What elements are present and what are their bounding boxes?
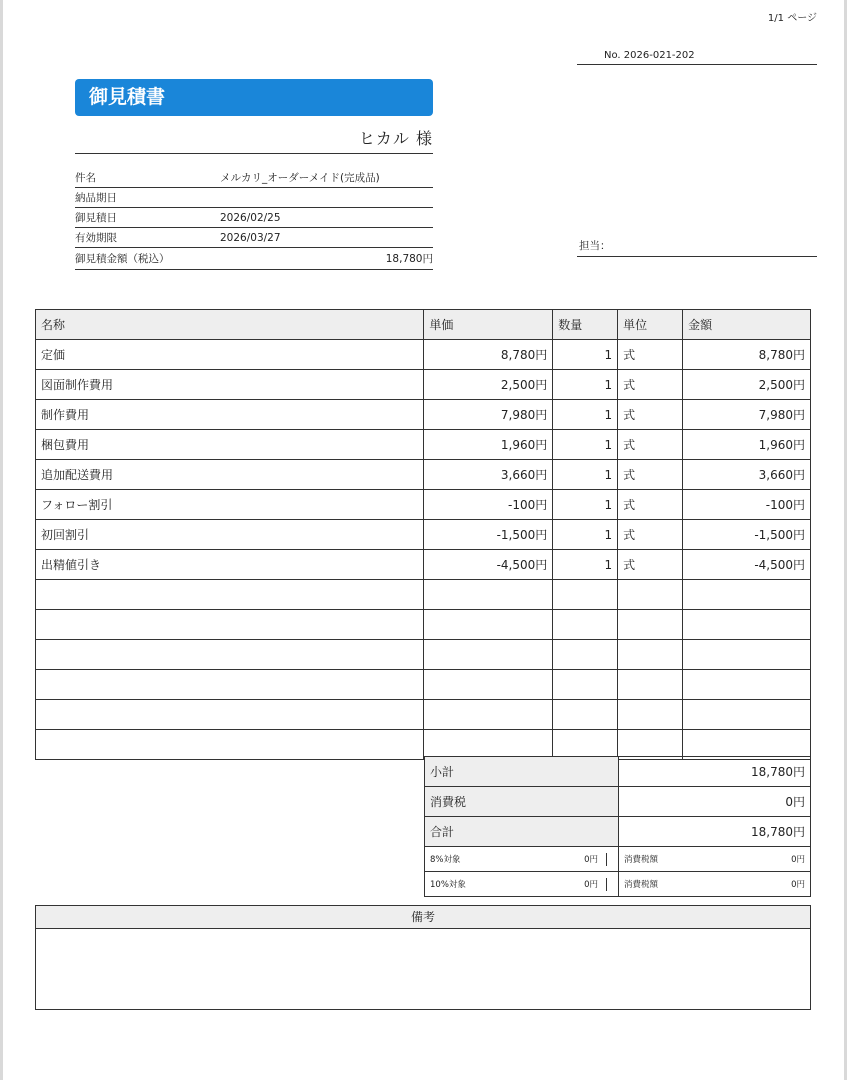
empty-cell: [553, 730, 618, 760]
empty-cell: [553, 640, 618, 670]
tax-8-tax-label: 消費税額: [624, 855, 659, 865]
empty-row: [36, 610, 811, 640]
empty-cell: [683, 730, 811, 760]
tax-10-base-cell: [425, 872, 619, 897]
item-qty: 1: [553, 370, 618, 400]
table-row: [36, 430, 811, 460]
item-amount: 2,500円: [683, 370, 811, 400]
tax-8-row: [425, 847, 811, 872]
empty-cell: [553, 610, 618, 640]
empty-cell: [618, 610, 683, 640]
empty-cell: [424, 730, 553, 760]
empty-cell: [36, 580, 424, 610]
empty-cell: [618, 640, 683, 670]
tax-10-tax-cell: [619, 872, 811, 897]
item-price: 2,500円: [424, 370, 553, 400]
item-unit: 式: [618, 550, 683, 580]
item-qty: 1: [553, 490, 618, 520]
item-name: 図面制作費用: [36, 370, 424, 400]
tax-10-label: 10%対象: [430, 880, 466, 890]
document-title: 御見積書: [75, 79, 433, 116]
subtotal-value: 18,780円: [619, 757, 811, 787]
item-price: 7,980円: [424, 400, 553, 430]
tax-8-label: 8%対象: [430, 855, 461, 865]
table-row: [36, 340, 811, 370]
empty-cell: [618, 730, 683, 760]
item-amount: 7,980円: [683, 400, 811, 430]
item-name: フォロー割引: [36, 490, 424, 520]
header-amount: 金額: [683, 310, 811, 340]
info-value: 2026/02/25: [220, 211, 281, 224]
tax-8-base: 0円: [584, 854, 598, 865]
empty-cell: [424, 670, 553, 700]
empty-cell: [618, 670, 683, 700]
tax-10-base: 0円: [584, 879, 598, 890]
info-label: 御見積日: [75, 212, 117, 224]
empty-cell: [36, 670, 424, 700]
tax-10-tax: 0円: [791, 880, 805, 890]
summary-table: [424, 756, 811, 897]
items-table: [35, 309, 811, 760]
item-price: 8,780円: [424, 340, 553, 370]
header-unit: 単位: [618, 310, 683, 340]
header-name: 名称: [36, 310, 424, 340]
empty-cell: [36, 730, 424, 760]
item-qty: 1: [553, 430, 618, 460]
empty-cell: [553, 670, 618, 700]
item-amount: -100円: [683, 490, 811, 520]
item-price: 1,960円: [424, 430, 553, 460]
empty-cell: [424, 640, 553, 670]
separator: [606, 878, 607, 891]
empty-cell: [683, 700, 811, 730]
info-row-quote-date: [75, 208, 433, 228]
grand-total-label: 合計: [425, 817, 619, 847]
info-label: 件名: [75, 172, 96, 184]
empty-row: [36, 700, 811, 730]
info-row-valid-until: [75, 228, 433, 248]
item-price: -1,500円: [424, 520, 553, 550]
customer-name: ヒカル 様: [75, 126, 433, 154]
empty-cell: [424, 580, 553, 610]
grand-total-value: 18,780円: [619, 817, 811, 847]
separator: [606, 853, 607, 866]
empty-cell: [683, 610, 811, 640]
item-price: 3,660円: [424, 460, 553, 490]
empty-cell: [618, 580, 683, 610]
info-value: 2026/03/27: [220, 231, 281, 244]
empty-cell: [553, 580, 618, 610]
tax-label: 消費税: [425, 787, 619, 817]
item-name: 梱包費用: [36, 430, 424, 460]
table-header-row: [36, 310, 811, 340]
item-amount: 8,780円: [683, 340, 811, 370]
empty-cell: [424, 610, 553, 640]
info-value: メルカリ_オーダーメイド(完成品): [220, 172, 380, 184]
info-row-total: [75, 248, 433, 270]
table-row: [36, 550, 811, 580]
info-label: 有効期限: [75, 232, 117, 244]
quote-info: [75, 168, 433, 270]
item-name: 追加配送費用: [36, 460, 424, 490]
info-row-delivery-date: [75, 188, 433, 208]
item-qty: 1: [553, 550, 618, 580]
item-price: -100円: [424, 490, 553, 520]
tax-10-tax-label: 消費税額: [624, 880, 659, 890]
info-row-subject: [75, 168, 433, 188]
empty-cell: [618, 700, 683, 730]
empty-cell: [683, 580, 811, 610]
empty-row: [36, 640, 811, 670]
empty-row: [36, 580, 811, 610]
item-name: 定価: [36, 340, 424, 370]
tax-8-tax-cell: [619, 847, 811, 872]
item-unit: 式: [618, 490, 683, 520]
empty-cell: [683, 670, 811, 700]
page-edge-left: [0, 0, 3, 1080]
item-name: 出精値引き: [36, 550, 424, 580]
total-label: 御見積金額（税込）: [75, 253, 170, 265]
item-unit: 式: [618, 460, 683, 490]
tax-10-row: [425, 872, 811, 897]
item-amount: -4,500円: [683, 550, 811, 580]
item-qty: 1: [553, 520, 618, 550]
table-row: [36, 460, 811, 490]
item-qty: 1: [553, 460, 618, 490]
item-unit: 式: [618, 340, 683, 370]
item-price: -4,500円: [424, 550, 553, 580]
empty-cell: [36, 640, 424, 670]
item-unit: 式: [618, 400, 683, 430]
table-row: [36, 400, 811, 430]
item-amount: -1,500円: [683, 520, 811, 550]
item-unit: 式: [618, 430, 683, 460]
item-qty: 1: [553, 340, 618, 370]
empty-cell: [553, 700, 618, 730]
remarks-label: 備考: [36, 906, 810, 929]
item-unit: 式: [618, 370, 683, 400]
item-name: 初回割引: [36, 520, 424, 550]
page-count: 1/1 ページ: [767, 13, 817, 24]
document-number: No. 2026-021-202: [577, 50, 817, 65]
item-name: 制作費用: [36, 400, 424, 430]
item-unit: 式: [618, 520, 683, 550]
remarks-box: [35, 905, 811, 1010]
info-label: 納品期日: [75, 192, 117, 204]
person-in-charge: 担当：: [577, 238, 817, 257]
table-row: [36, 490, 811, 520]
item-qty: 1: [553, 400, 618, 430]
item-amount: 3,660円: [683, 460, 811, 490]
empty-cell: [36, 700, 424, 730]
header-unit-price: 単価: [424, 310, 553, 340]
subtotal-row: [425, 757, 811, 787]
table-row: [36, 520, 811, 550]
grand-total-row: [425, 817, 811, 847]
empty-row: [36, 670, 811, 700]
tax-row: [425, 787, 811, 817]
empty-cell: [36, 610, 424, 640]
empty-cell: [683, 640, 811, 670]
item-amount: 1,960円: [683, 430, 811, 460]
table-row: [36, 370, 811, 400]
subtotal-label: 小計: [425, 757, 619, 787]
empty-row: [36, 730, 811, 760]
empty-cell: [424, 700, 553, 730]
tax-8-tax: 0円: [791, 855, 805, 865]
tax-value: 0円: [619, 787, 811, 817]
tax-8-base-cell: [425, 847, 619, 872]
header-quantity: 数量: [553, 310, 618, 340]
total-value: 18,780円: [385, 253, 433, 265]
